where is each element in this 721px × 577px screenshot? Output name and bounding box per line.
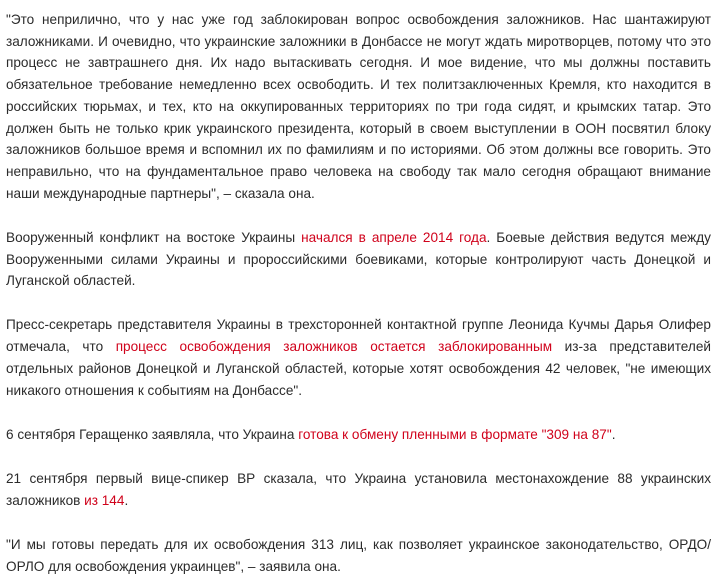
paragraph-text: . xyxy=(124,492,129,508)
paragraph-text: "Это неприлично, что у нас уже год заблокирован вопрос освобождения заложников. Нас шантажируют заложниками. И очевидно, что украинские заложники в Донбассе не могут ждать миротворцев, потому что это процесс не завтрашнего дня. Их надо вытаскивать сегодня. И мое видение, что мы должны поставить обязательное требование немедленно всех освободить. И тех политзаключенных Кремля, кто находится в российских тюрьмах, и тех, кто на оккупированных территориях по три года сидят, и крымских татар. Это должен быть не только крик украинского президента, который в своем выступлении в ООН посвятил блоку заложников большое время и вспомнил их по фамилиям и по историями. Об этом должны все говорить. Это неправильно, что на фундаментальное право человека на свободу так мало сегодня обращают внимание наши международные партнеры", – сказала она. xyxy=(6,12,711,201)
paragraph-text: . Боевые действия ведутся между Вооруженными силами Украины и пророссийскими боевиками, которые контролируют часть Донецкой и Луганской областей. xyxy=(6,229,711,289)
paragraph-quote-hostages xyxy=(6,9,711,204)
paragraph-press-secretary xyxy=(6,314,711,401)
paragraph-text: "И мы готовы передать для их освобождения 313 лиц, как позволяет украинское законодательство, ОРДО/ОРЛО для освобождения украинцев", – заявила она. xyxy=(6,536,711,574)
link-of-144[interactable]: из 144 xyxy=(84,492,125,508)
paragraph-armed-conflict xyxy=(6,227,711,292)
link-release-process-blocked[interactable]: процесс освобождения заложников остается заблокированным xyxy=(115,339,553,355)
paragraph-text: из-за представителей отдельных районов Донецкой и Луганской областей, которые хотят освобождения 42 человек, "не имеющих никакого отношения к событиям на Донбассе". xyxy=(6,339,712,398)
link-exchange-format-309-87[interactable]: готова к обмену пленными в формате "309 на 87" xyxy=(298,426,612,442)
paragraph-quote-313 xyxy=(6,534,711,577)
paragraph-text: . xyxy=(611,426,616,442)
paragraph-text: Вооруженный конфликт на востоке Украины xyxy=(6,229,302,245)
paragraph-text: 6 сентября Геращенко заявляла, что Украина xyxy=(6,426,299,442)
paragraph-september-21 xyxy=(6,468,711,511)
paragraph-text: Пресс-секретарь представителя Украины в трехсторонней контактной группе Леонида Кучмы Дарья Олифер отмечала, что xyxy=(6,317,711,355)
link-conflict-start-april-2014[interactable]: начался в апреле 2014 года xyxy=(301,229,487,245)
paragraph-september-6 xyxy=(6,424,711,446)
paragraph-text: 21 сентября первый вице-спикер ВР сказала, что Украина установила местонахождение 88 украинских заложников xyxy=(6,470,711,508)
